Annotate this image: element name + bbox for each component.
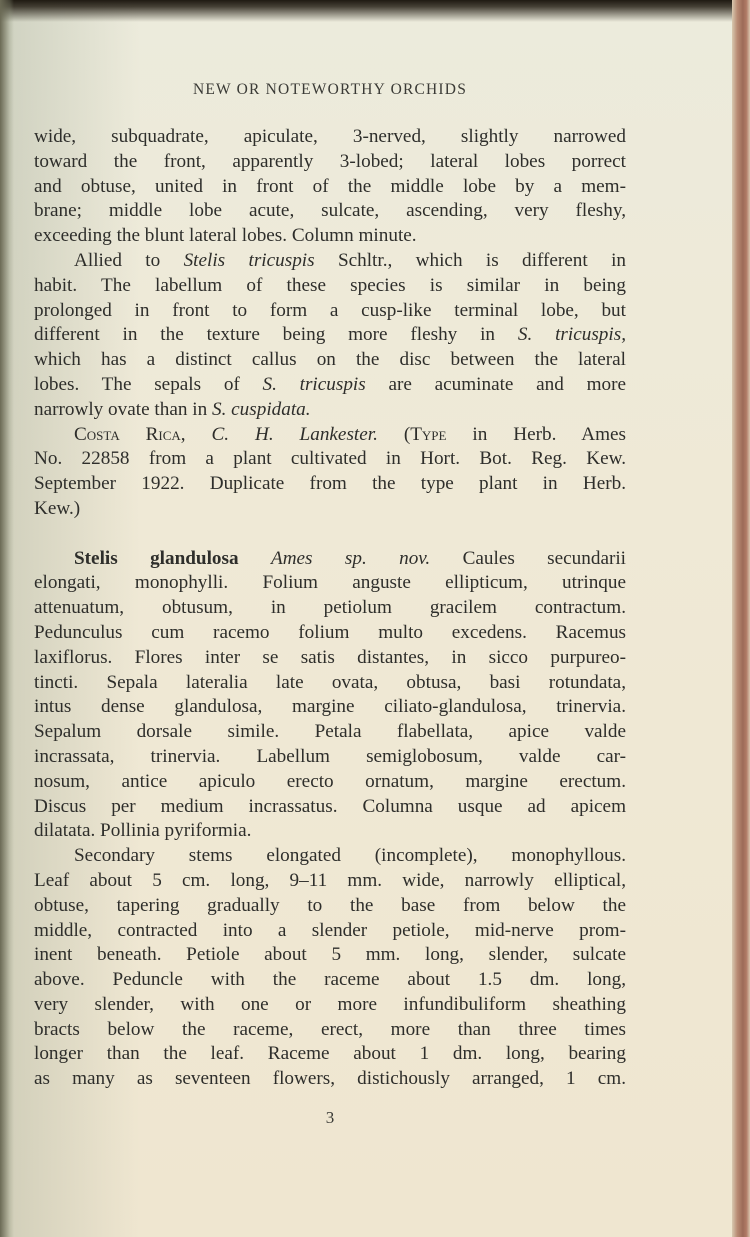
body-text [34,125,626,1092]
text-line: narrowly ovate than in S. cuspidata. [34,398,311,420]
latin-line: incrassata, trinervia. Labellum semiglobosum, valde car- [34,745,626,767]
text-line: toward the front, apparently 3-lobed; lateral lobes porrect [34,150,626,172]
text-line: and obtuse, united in front of the middle lobe by a mem- [34,175,626,197]
text-line: No. 22858 from a plant cultivated in Hort. Bot. Reg. Kew. [34,448,626,470]
page-number: 3 [325,1108,335,1127]
english-line: Leaf about 5 cm. long, 9–11 mm. wide, narrowly elliptical, [34,869,626,891]
latin-line: attenuatum, obtusum, in petiolum gracilem contractum. [34,597,626,619]
species-name: S. tricuspis, [517,324,626,346]
english-line: longer than the leaf. Raceme about 1 dm. long, bearing [34,1043,626,1065]
type-label: Type [410,423,447,445]
text-line: September 1922. Duplicate from the type plant in Herb. [34,473,626,495]
species-heading: Stelis glandulosa [74,547,239,569]
species-author: Ames sp. nov. [270,547,431,569]
text-line: lobes. The sepals of S. tricuspis are acuminate and more [34,373,627,395]
text-line: prolonged in front to form a cusp-like terminal lobe, but [34,299,626,321]
english-line: Secondary stems elongated (incomplete), monophyllous. [74,845,626,867]
text-line: brane; middle lobe acute, sulcate, ascending, very fleshy, [34,200,626,222]
collector: C. H. Lankester. [211,423,378,445]
english-line: bracts below the raceme, erect, more than three times [34,1018,626,1040]
latin-line: dilatata. Pollinia pyriformia. [34,820,252,842]
top-shadow [0,0,750,22]
text-line: Kew.) [34,497,81,519]
latin-line: intus dense glandulosa, margine ciliato-glandulosa, trinervia. [34,696,626,718]
latin-line: nosum, antice apiculo erecto ornatum, margine erectum. [34,770,626,792]
text-line: Costa Rica, C. H. Lankester. (Type in Herb. Ames [74,423,626,445]
species-name: Stelis tricuspis [183,249,315,271]
latin-line: tincti. Sepala lateralia late ovata, obtusa, basi rotundata, [34,671,626,693]
species-heading-line: Stelis glandulosa Ames sp. nov. Caules secundarii [74,547,627,569]
species-name: S. tricuspis [262,373,366,395]
species-name: S. cuspidata. [211,398,311,420]
gutter-shadow [0,0,14,1237]
english-line: above. Peduncle with the raceme about 1.5 dm. long, [34,969,626,991]
latin-line: elongati, monophylli. Folium anguste ellipticum, utrinque [34,572,626,594]
english-line: obtuse, tapering gradually to the base from below the [34,894,626,916]
section-gap [34,522,626,547]
english-line: as many as seventeen flowers, distichously arranged, 1 cm. [34,1068,626,1090]
english-line: middle, contracted into a slender petiole, mid-nerve prom- [34,919,626,941]
page-edge [732,0,750,1237]
text-line: exceeding the blunt lateral lobes. Column minute. [34,225,417,247]
text-line: which has a distinct callus on the disc between the lateral [34,349,626,371]
text-line: habit. The labellum of these species is similar in being [34,274,626,296]
english-line: inent beneath. Petiole about 5 mm. long, slender, sulcate [34,944,626,966]
locality: Costa Rica, [74,423,186,445]
english-line: very slender, with one or more infundibuliform sheathing [34,993,626,1015]
text-line: Allied to Stelis tricuspis Schltr., which is different in [74,249,626,271]
latin-line: laxiflorus. Flores inter se satis distantes, in sicco purpureo- [34,646,626,668]
text-line: wide, subquadrate, apiculate, 3-nerved, slightly narrowed [34,126,626,147]
latin-line: Pedunculus cum racemo folium multo excedens. Racemus [34,621,626,643]
running-head: NEW OR NOTEWORTHY ORCHIDS [192,81,468,98]
text-line: different in the texture being more fleshy in S. tricuspis, [34,324,626,346]
latin-line: Sepalum dorsale simile. Petala flabellata, apice valde [34,721,626,743]
latin-line: Discus per medium incrassatus. Columna usque ad apicem [34,795,626,817]
